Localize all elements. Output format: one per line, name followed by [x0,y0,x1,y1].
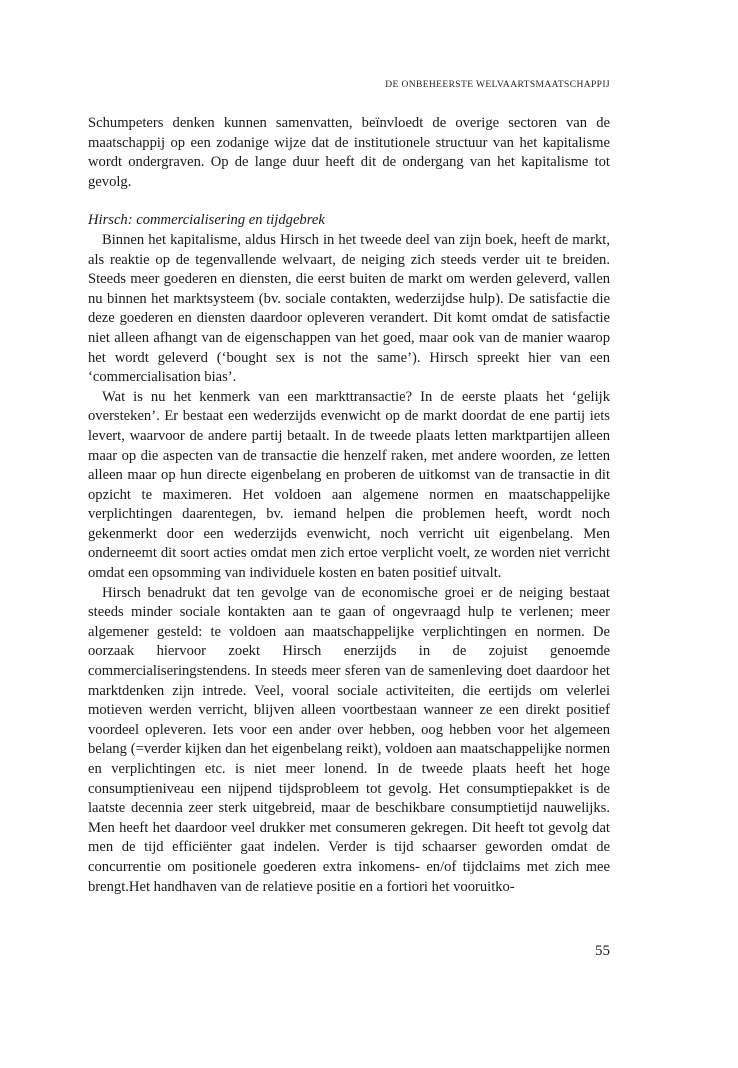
paragraph: Schumpeters denken kunnen samenvatten, beïnvloedt de overige sectoren van de maatschappij op een zodanige wijze dat de institutionele structuur van het kapitalisme wordt ondergraven. Op de lange duur heeft dit de ondergang van het kapitalisme tot gevolg. [88,115,610,190]
paragraph: Binnen het kapitalisme, aldus Hirsch in het tweede deel van zijn boek, heeft de markt, als reaktie op de tegenvallende welvaart, de neiging zich steeds verder uit te breiden. Steeds meer goederen en diensten, die eerst buiten de markt om werden geleverd, vallen nu binnen het marktsysteem (bv. sociale contakten, wederzijdse hulp). De satisfactie die deze goederen en diensten daardoor opleveren verandert. Dit komt omdat de satisfactie niet alleen afhangt van de eigenschappen van het goed, maar ook van de manier waarop het wordt geleverd (‘bought sex is not the same’). Hirsch spreekt hier van een ‘commercialisation bias’. [88,231,610,386]
body-text [88,114,610,897]
paragraph: Wat is nu het kenmerk van een markttransactie? In de eerste plaats het ‘gelijk oversteken’. Er bestaat een wederzijds evenwicht op de markt doordat de ene partij iets levert, waarvoor de andere partij betaalt. In de tweede plaats letten marktpartijen alleen maar op die aspecten van de transactie die henzelf raken, met andere woorden, ze letten alleen maar op hun directe eigenbelang en proberen de uitkomst van de transactie in dit opzicht te maximeren. Het voldoen aan algemene normen en maatschappelijke verplichtingen daarentegen, bv. iemand helpen die problemen heeft, wordt noch gekenmerkt door een wederzijds evenwicht, noch verricht uit eigenbelang. Men onderneemt dit soort acties omdat men zich ertoe verplicht voelt, ze worden niet verricht omdat een opsomming van individuele kosten en baten positief uitvalt. [88,388,610,582]
paragraph: Hirsch benadrukt dat ten gevolge van de economische groei er de neiging bestaat steeds minder sociale kontakten aan te gaan of ongevraagd hulp te verlenen; meer algemener gesteld: te voldoen aan maatschappelijke verplichtingen en normen. De oorzaak hiervoor zoekt Hirsch enerzijds in de zojuist genoemde commercialiseringstendens. In steeds meer sferen van de samenleving doet daardoor het marktdenken zijn intrede. Veel, vooral sociale activiteiten, die eertijds om velerlei motieven werden verricht, blijven alleen voortbestaan wanneer ze een direkt positief voordeel opleveren. Iets voor een ander over hebben, oog hebben voor het algemeen belang (=verder kijken dan het eigenbelang reikt), voldoen aan maatschappelijke normen en verplichtingen etc. is niet meer lonend. In de tweede plaats heeft het hoge consumptieniveau een nijpend tijdsprobleem tot gevolg. Het consumptiepakket is de laatste decennia zeer sterk uitgebreid, maar de beschikbare consumptietijd nauwelijks. Men heeft het daardoor veel drukker met consumeren gekregen. Dit heeft tot gevolg dat men de tijd efficiënter gaat indelen. Verder is tijd schaarser geworden omdat de concurrentie om positionele goederen extra inkomens- en/of tijdclaims met zich mee brengt.Het handhaven van de relatieve positie en a fortiori het vooruitko- [88,584,610,895]
section-heading: Hirsch: commercialisering en tijdgebrek [88,212,325,229]
page-number: 55 [595,943,610,959]
running-header: DE ONBEHEERSTE WELVAARTSMAATSCHAPPIJ [385,80,610,90]
